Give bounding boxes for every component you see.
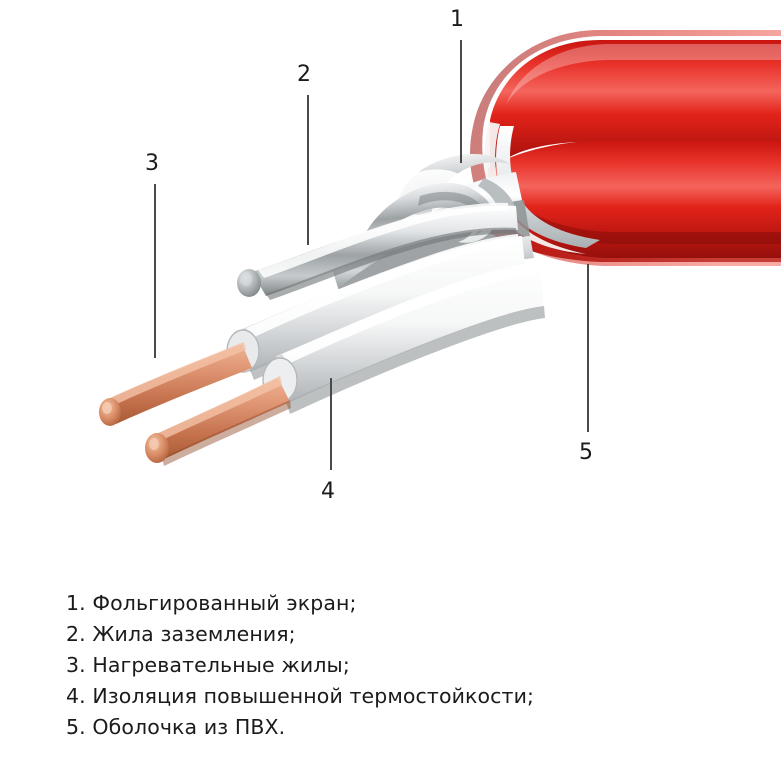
legend-item-4: 4. Изоляция повышенной термостойкости;	[66, 684, 535, 708]
heating-conductor-front-end-gloss	[149, 438, 159, 450]
ground-wire-end-gloss	[240, 272, 252, 286]
heating-conductor-rear-end-gloss	[102, 402, 112, 414]
callout-label-2: 2	[297, 62, 311, 87]
legend-list	[0, 588, 781, 743]
callout-label-1: 1	[450, 7, 464, 32]
legend-item-2: 2. Жила заземления;	[66, 622, 296, 646]
callout-label-4: 4	[321, 479, 335, 504]
legend-item-3: 3. Нагревательные жилы;	[66, 653, 350, 677]
legend-item-1: 1. Фольгированный экран;	[66, 591, 357, 615]
callout-label-5: 5	[579, 440, 593, 465]
legend-item-5: 5. Оболочка из ПВХ.	[66, 715, 286, 739]
callout-label-3: 3	[145, 151, 159, 176]
